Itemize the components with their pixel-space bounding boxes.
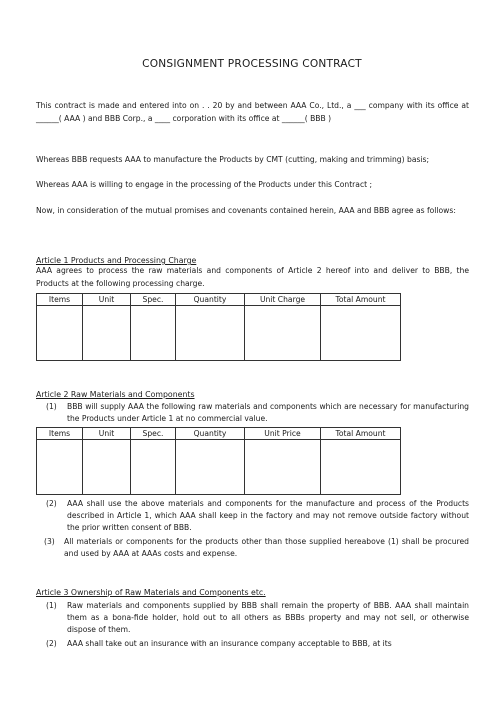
table-cell xyxy=(321,306,401,361)
article-1-heading: Article 1 Products and Processing Charge xyxy=(36,256,197,265)
column-header: Unit Price xyxy=(245,428,321,440)
article-2-item-3 xyxy=(36,536,469,562)
item-number: (2) xyxy=(46,499,57,508)
article-3-item-1 xyxy=(36,600,469,638)
table-cell xyxy=(83,306,131,361)
column-header: Total Amount xyxy=(321,294,401,306)
table-cell xyxy=(245,306,321,361)
article-3-item-2 xyxy=(36,638,469,652)
item-text: All materials or components for the products other than those supplied hereabove (1) shall be procured and used by AAA at AAAs costs and expense. xyxy=(64,537,469,559)
table-header-row xyxy=(37,428,401,440)
column-header: Spec. xyxy=(131,294,176,306)
table-header-row xyxy=(37,294,401,306)
table-cell xyxy=(83,440,131,495)
item-text: BBB will supply AAA the following raw materials and components which are necessary for manufacturing the Products under Article 1 at no commercial value. xyxy=(67,402,469,424)
column-header: Spec. xyxy=(131,428,176,440)
raw-materials-table xyxy=(36,427,401,495)
item-text: Raw materials and components supplied by BBB shall remain the property of BBB. AAA shall maintain them as a bona-fide holder, hold out to all others as BBBs property and may not sell, or otherwise dispose of them. xyxy=(67,601,469,635)
table-row xyxy=(37,306,401,361)
item-number: (1) xyxy=(46,402,57,411)
column-header: Quantity xyxy=(176,294,245,306)
table-cell xyxy=(176,306,245,361)
item-number: (3) xyxy=(44,537,55,546)
column-header: Unit xyxy=(83,428,131,440)
now-clause: Now, in consideration of the mutual promises and covenants contained herein, AAA and BBB agree as follows: xyxy=(36,206,456,215)
processing-charge-table xyxy=(36,293,401,361)
table-row xyxy=(37,440,401,495)
contract-title: CONSIGNMENT PROCESSING CONTRACT xyxy=(142,58,362,70)
column-header: Unit xyxy=(83,294,131,306)
column-header: Total Amount xyxy=(321,428,401,440)
table-cell xyxy=(131,440,176,495)
table-cell xyxy=(176,440,245,495)
article-2-heading: Article 2 Raw Materials and Components xyxy=(36,390,195,399)
item-text: AAA shall take out an insurance with an insurance company acceptable to BBB, at its xyxy=(67,639,392,648)
whereas-clause-1: Whereas BBB requests AAA to manufacture the Products by CMT (cutting, making and trimming) basis; xyxy=(36,155,430,164)
whereas-clause-2: Whereas AAA is willing to engage in the processing of the Products under this Contract ; xyxy=(36,180,373,189)
article-2-item-1 xyxy=(36,401,469,427)
column-header: Unit Charge xyxy=(245,294,321,306)
item-number: (2) xyxy=(46,639,57,648)
article-3-heading: Article 3 Ownership of Raw Materials and Components etc. xyxy=(36,588,266,597)
column-header: Items xyxy=(37,294,83,306)
column-header: Items xyxy=(37,428,83,440)
table-cell xyxy=(37,440,83,495)
item-text: AAA shall use the above materials and components for the manufacture and process of the Products described in Article 1, which AAA shall keep in the factory and may not remove outside factory without the prior written consent of BBB. xyxy=(67,499,469,533)
article-1-text: AAA agrees to process the raw materials and components of Article 2 hereof into and deliver to BBB, the Products at the following processing charge. xyxy=(36,266,469,288)
table-cell xyxy=(245,440,321,495)
column-header: Quantity xyxy=(176,428,245,440)
table-cell xyxy=(321,440,401,495)
item-number: (1) xyxy=(46,601,57,610)
table-cell xyxy=(131,306,176,361)
article-2-item-2 xyxy=(36,498,469,536)
table-cell xyxy=(37,306,83,361)
intro-paragraph: This contract is made and entered into on . . 20 by and between AAA Co., Ltd., a ___ company with its office at ______( AAA ) and BBB Corp., a ____ corporation with its office at ______( BBB ) xyxy=(36,101,469,124)
